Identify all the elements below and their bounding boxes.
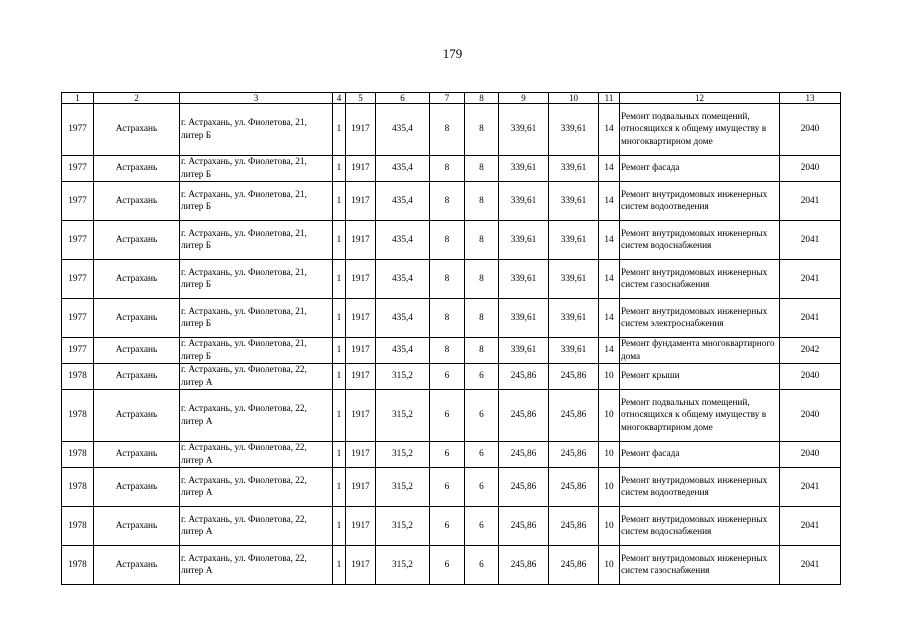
cell-plan-year: 2041: [780, 546, 841, 585]
cell-col7: 8: [430, 338, 465, 364]
cell-work-type: Ремонт внутридомовых инженерных систем водоотведения: [620, 182, 780, 221]
cell-col4: 1: [333, 221, 346, 260]
cell-col9: 245,86: [499, 468, 549, 507]
cell-col10: 339,61: [549, 182, 599, 221]
cell-num: 1978: [62, 546, 94, 585]
cell-col7: 6: [430, 364, 465, 390]
cell-num: 1977: [62, 221, 94, 260]
cell-col9: 339,61: [499, 221, 549, 260]
cell-col9: 339,61: [499, 104, 549, 156]
cell-col7: 6: [430, 546, 465, 585]
cell-num: 1977: [62, 182, 94, 221]
cell-area: 435,4: [376, 156, 430, 182]
cell-col9: 339,61: [499, 260, 549, 299]
cell-address: г. Астрахань, ул. Фиолетова, 22, литер А: [180, 468, 333, 507]
cell-year: 1917: [346, 299, 376, 338]
header-cell: 6: [376, 93, 430, 104]
cell-address: г. Астрахань, ул. Фиолетова, 21, литер Б: [180, 221, 333, 260]
cell-col7: 6: [430, 468, 465, 507]
cell-work-type: Ремонт внутридомовых инженерных систем электроснабжения: [620, 299, 780, 338]
cell-col7: 6: [430, 390, 465, 442]
cell-col4: 1: [333, 182, 346, 221]
cell-work-type: Ремонт подвальных помещений, относящихся к общему имуществу в многоквартирном доме: [620, 390, 780, 442]
cell-city: Астрахань: [94, 364, 180, 390]
cell-col4: 1: [333, 338, 346, 364]
cell-area: 435,4: [376, 299, 430, 338]
cell-col11: 14: [599, 221, 620, 260]
table-row: [62, 260, 841, 299]
cell-col9: 245,86: [499, 442, 549, 468]
cell-city: Астрахань: [94, 507, 180, 546]
table-row: [62, 338, 841, 364]
cell-area: 315,2: [376, 507, 430, 546]
cell-address: г. Астрахань, ул. Фиолетова, 22, литер А: [180, 507, 333, 546]
header-cell: 2: [94, 93, 180, 104]
cell-col10: 339,61: [549, 299, 599, 338]
cell-col11: 10: [599, 390, 620, 442]
cell-city: Астрахань: [94, 442, 180, 468]
cell-col11: 14: [599, 182, 620, 221]
cell-col9: 339,61: [499, 338, 549, 364]
cell-num: 1977: [62, 260, 94, 299]
cell-num: 1978: [62, 507, 94, 546]
repair-schedule-table: [61, 92, 841, 585]
cell-address: г. Астрахань, ул. Фиолетова, 22, литер А: [180, 364, 333, 390]
cell-area: 315,2: [376, 546, 430, 585]
cell-col10: 339,61: [549, 156, 599, 182]
cell-col8: 8: [465, 299, 499, 338]
table-row: [62, 182, 841, 221]
cell-num: 1978: [62, 468, 94, 507]
cell-col11: 10: [599, 546, 620, 585]
cell-col10: 339,61: [549, 221, 599, 260]
cell-year: 1917: [346, 364, 376, 390]
cell-city: Астрахань: [94, 260, 180, 299]
cell-num: 1978: [62, 364, 94, 390]
table-row: [62, 468, 841, 507]
header-cell: 4: [333, 93, 346, 104]
cell-city: Астрахань: [94, 299, 180, 338]
table-row: [62, 546, 841, 585]
cell-city: Астрахань: [94, 390, 180, 442]
cell-plan-year: 2041: [780, 221, 841, 260]
cell-city: Астрахань: [94, 104, 180, 156]
cell-col9: 339,61: [499, 299, 549, 338]
cell-work-type: Ремонт внутридомовых инженерных систем водоснабжения: [620, 507, 780, 546]
header-cell: 11: [599, 93, 620, 104]
cell-work-type: Ремонт крыши: [620, 364, 780, 390]
cell-col10: 245,86: [549, 468, 599, 507]
cell-work-type: Ремонт подвальных помещений, относящихся к общему имуществу в многоквартирном доме: [620, 104, 780, 156]
cell-city: Астрахань: [94, 338, 180, 364]
cell-area: 435,4: [376, 104, 430, 156]
cell-address: г. Астрахань, ул. Фиолетова, 21, литер Б: [180, 338, 333, 364]
cell-col7: 8: [430, 221, 465, 260]
cell-year: 1917: [346, 104, 376, 156]
cell-col10: 245,86: [549, 364, 599, 390]
cell-plan-year: 2041: [780, 182, 841, 221]
cell-num: 1978: [62, 390, 94, 442]
cell-col7: 8: [430, 299, 465, 338]
cell-work-type: Ремонт фасада: [620, 442, 780, 468]
cell-work-type: Ремонт внутридомовых инженерных систем газоснабжения: [620, 546, 780, 585]
header-cell: 7: [430, 93, 465, 104]
cell-col10: 245,86: [549, 442, 599, 468]
table-row: [62, 390, 841, 442]
header-cell: 12: [620, 93, 780, 104]
cell-city: Астрахань: [94, 221, 180, 260]
cell-num: 1978: [62, 442, 94, 468]
cell-address: г. Астрахань, ул. Фиолетова, 22, литер А: [180, 442, 333, 468]
cell-plan-year: 2042: [780, 338, 841, 364]
cell-col11: 10: [599, 468, 620, 507]
table-row: [62, 156, 841, 182]
cell-col8: 6: [465, 507, 499, 546]
cell-col8: 8: [465, 156, 499, 182]
cell-year: 1917: [346, 546, 376, 585]
header-cell: 9: [499, 93, 549, 104]
cell-col7: 8: [430, 182, 465, 221]
cell-col11: 10: [599, 442, 620, 468]
header-cell: 8: [465, 93, 499, 104]
cell-num: 1977: [62, 104, 94, 156]
header-row: [62, 93, 841, 104]
table-row: [62, 104, 841, 156]
cell-col10: 339,61: [549, 338, 599, 364]
cell-plan-year: 2040: [780, 390, 841, 442]
cell-col11: 14: [599, 260, 620, 299]
table-row: [62, 221, 841, 260]
cell-col9: 339,61: [499, 182, 549, 221]
cell-year: 1917: [346, 507, 376, 546]
cell-area: 315,2: [376, 442, 430, 468]
cell-area: 435,4: [376, 182, 430, 221]
cell-city: Астрахань: [94, 156, 180, 182]
cell-work-type: Ремонт фасада: [620, 156, 780, 182]
cell-col4: 1: [333, 104, 346, 156]
cell-col9: 245,86: [499, 507, 549, 546]
cell-city: Астрахань: [94, 182, 180, 221]
cell-col8: 8: [465, 104, 499, 156]
cell-num: 1977: [62, 299, 94, 338]
cell-col11: 14: [599, 156, 620, 182]
cell-plan-year: 2040: [780, 364, 841, 390]
cell-col10: 245,86: [549, 507, 599, 546]
cell-num: 1977: [62, 156, 94, 182]
cell-address: г. Астрахань, ул. Фиолетова, 21, литер Б: [180, 104, 333, 156]
cell-col11: 14: [599, 338, 620, 364]
cell-plan-year: 2041: [780, 299, 841, 338]
cell-work-type: Ремонт внутридомовых инженерных систем газоснабжения: [620, 260, 780, 299]
header-cell: 1: [62, 93, 94, 104]
cell-col9: 339,61: [499, 156, 549, 182]
cell-year: 1917: [346, 182, 376, 221]
cell-plan-year: 2040: [780, 104, 841, 156]
cell-year: 1917: [346, 221, 376, 260]
cell-col7: 8: [430, 260, 465, 299]
cell-col4: 1: [333, 299, 346, 338]
cell-city: Астрахань: [94, 468, 180, 507]
table-row: [62, 299, 841, 338]
cell-col4: 1: [333, 390, 346, 442]
cell-year: 1917: [346, 468, 376, 507]
cell-year: 1917: [346, 338, 376, 364]
cell-year: 1917: [346, 156, 376, 182]
header-cell: 5: [346, 93, 376, 104]
cell-address: г. Астрахань, ул. Фиолетова, 21, литер Б: [180, 156, 333, 182]
header-cell: 3: [180, 93, 333, 104]
cell-year: 1917: [346, 390, 376, 442]
cell-col7: 8: [430, 104, 465, 156]
cell-col10: 245,86: [549, 546, 599, 585]
table-row: [62, 442, 841, 468]
cell-col10: 245,86: [549, 390, 599, 442]
cell-city: Астрахань: [94, 546, 180, 585]
cell-address: г. Астрахань, ул. Фиолетова, 21, литер Б: [180, 260, 333, 299]
cell-col9: 245,86: [499, 364, 549, 390]
cell-col8: 8: [465, 260, 499, 299]
cell-work-type: Ремонт внутридомовых инженерных систем водоснабжения: [620, 221, 780, 260]
cell-col11: 14: [599, 299, 620, 338]
table-row: [62, 507, 841, 546]
cell-work-type: Ремонт внутридомовых инженерных систем водоотведения: [620, 468, 780, 507]
cell-col8: 8: [465, 221, 499, 260]
cell-num: 1977: [62, 338, 94, 364]
cell-area: 435,4: [376, 338, 430, 364]
cell-address: г. Астрахань, ул. Фиолетова, 22, литер А: [180, 546, 333, 585]
cell-col4: 1: [333, 468, 346, 507]
cell-col7: 6: [430, 507, 465, 546]
cell-col7: 6: [430, 442, 465, 468]
cell-col8: 8: [465, 182, 499, 221]
cell-address: г. Астрахань, ул. Фиолетова, 22, литер А: [180, 390, 333, 442]
cell-year: 1917: [346, 260, 376, 299]
cell-col7: 8: [430, 156, 465, 182]
cell-col4: 1: [333, 442, 346, 468]
cell-col11: 10: [599, 507, 620, 546]
cell-col4: 1: [333, 364, 346, 390]
cell-col8: 6: [465, 468, 499, 507]
cell-col8: 6: [465, 364, 499, 390]
page-number: 179: [442, 46, 463, 61]
cell-area: 435,4: [376, 221, 430, 260]
cell-col8: 6: [465, 546, 499, 585]
cell-col11: 10: [599, 364, 620, 390]
cell-plan-year: 2041: [780, 260, 841, 299]
cell-plan-year: 2041: [780, 507, 841, 546]
cell-col8: 6: [465, 390, 499, 442]
cell-area: 315,2: [376, 390, 430, 442]
cell-col9: 245,86: [499, 390, 549, 442]
cell-area: 315,2: [376, 468, 430, 507]
header-cell: 10: [549, 93, 599, 104]
cell-col11: 14: [599, 104, 620, 156]
cell-col10: 339,61: [549, 104, 599, 156]
cell-col8: 8: [465, 338, 499, 364]
cell-col4: 1: [333, 156, 346, 182]
table-row: [62, 364, 841, 390]
header-cell: 13: [780, 93, 841, 104]
cell-year: 1917: [346, 442, 376, 468]
cell-col8: 6: [465, 442, 499, 468]
cell-address: г. Астрахань, ул. Фиолетова, 21, литер Б: [180, 299, 333, 338]
cell-col10: 339,61: [549, 260, 599, 299]
cell-col4: 1: [333, 260, 346, 299]
cell-plan-year: 2041: [780, 468, 841, 507]
cell-address: г. Астрахань, ул. Фиолетова, 21, литер Б: [180, 182, 333, 221]
cell-col4: 1: [333, 546, 346, 585]
cell-col9: 245,86: [499, 546, 549, 585]
cell-plan-year: 2040: [780, 442, 841, 468]
cell-col4: 1: [333, 507, 346, 546]
cell-area: 435,4: [376, 260, 430, 299]
cell-work-type: Ремонт фундамента многоквартирного дома: [620, 338, 780, 364]
cell-area: 315,2: [376, 364, 430, 390]
cell-plan-year: 2040: [780, 156, 841, 182]
